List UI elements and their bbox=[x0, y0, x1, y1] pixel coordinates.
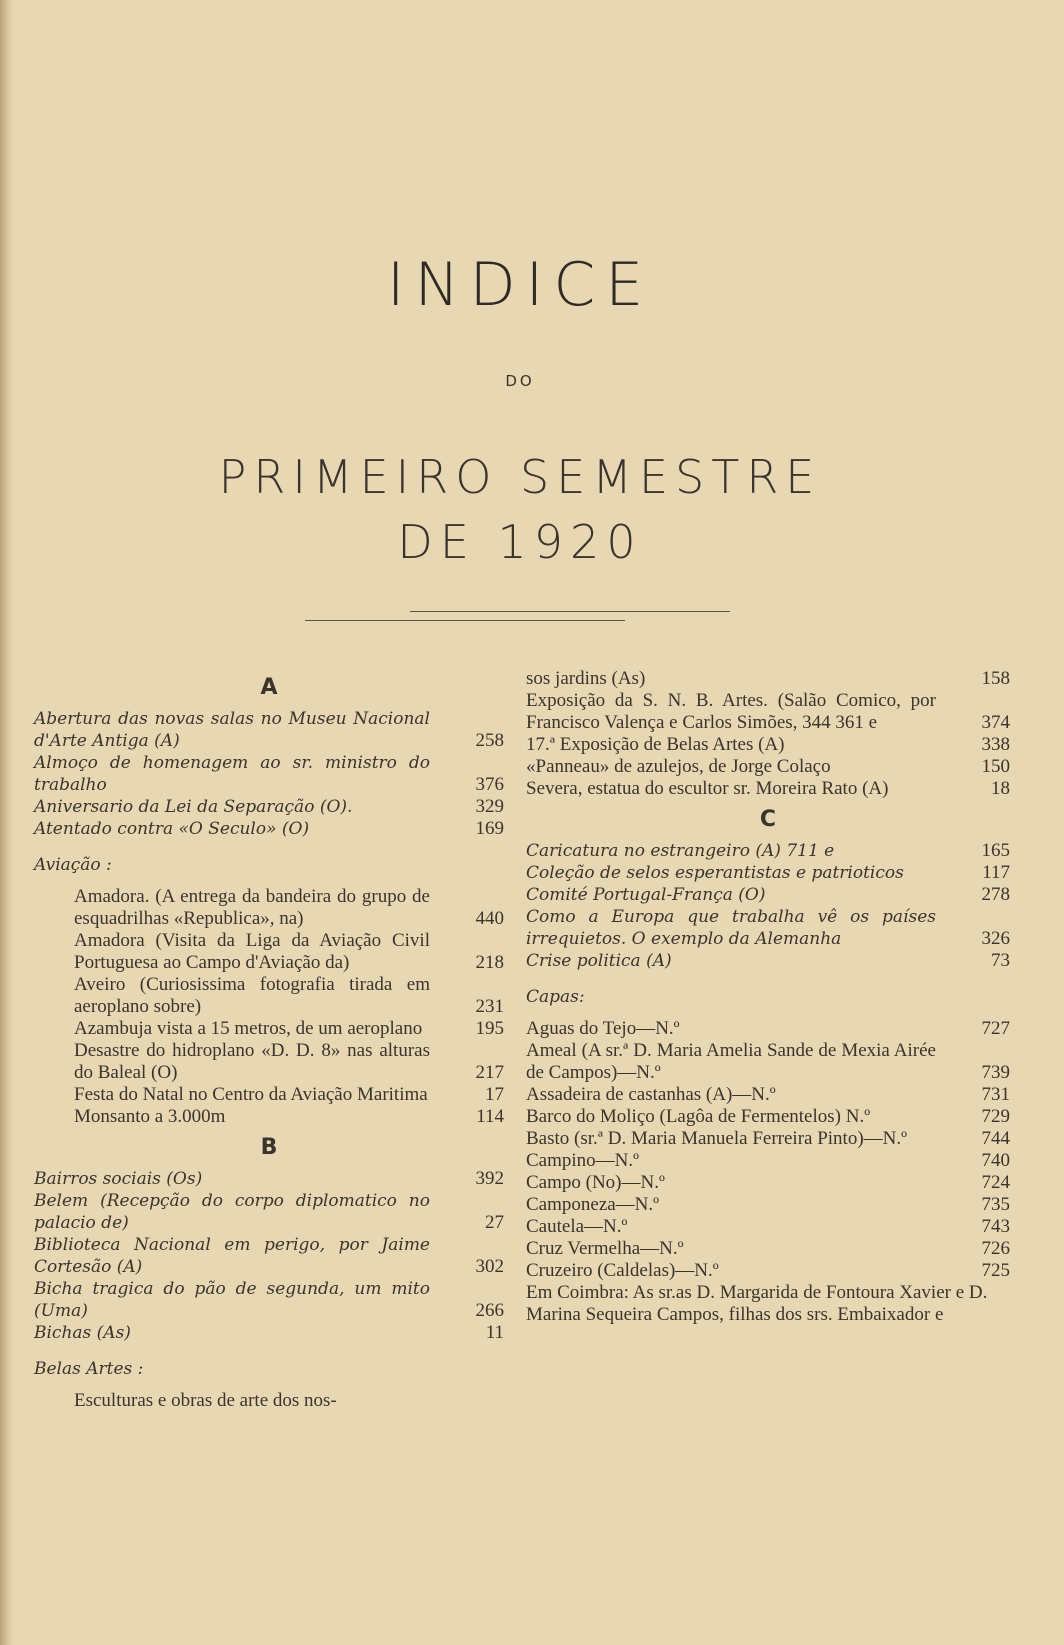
index-entry bbox=[34, 1234, 504, 1278]
section-letter-c: C bbox=[759, 807, 777, 832]
index-entry bbox=[34, 974, 504, 1018]
capas-entries bbox=[526, 1018, 1010, 1282]
index-entry bbox=[526, 1018, 1010, 1040]
entry-page-number: 158 bbox=[981, 668, 1010, 689]
entry-page-number: 326 bbox=[981, 928, 1010, 949]
index-entry bbox=[526, 950, 1010, 972]
index-entry bbox=[526, 756, 1010, 778]
entry-page-number: 169 bbox=[475, 818, 504, 839]
index-entry bbox=[526, 1172, 1010, 1194]
entry-page-number: 392 bbox=[475, 1168, 504, 1189]
capas-heading: Capas: bbox=[526, 987, 585, 1007]
entry-page-number: 376 bbox=[475, 774, 504, 795]
index-entry bbox=[526, 1084, 1010, 1106]
entry-page-number: 739 bbox=[981, 1062, 1010, 1083]
entry-title: Campo (No)—N.º bbox=[526, 1172, 665, 1193]
title-do: DO bbox=[505, 372, 535, 390]
entry-page-number: 725 bbox=[981, 1260, 1010, 1281]
entry-title: Festa do Natal no Centro da Aviação Maritima bbox=[74, 1084, 428, 1105]
index-entry bbox=[34, 1322, 504, 1344]
belas-artes-heading: Belas Artes : bbox=[34, 1359, 144, 1379]
right-column bbox=[526, 668, 1010, 1326]
aviacao-entries bbox=[34, 886, 504, 1128]
entry-page-number: 150 bbox=[981, 756, 1010, 777]
index-entry bbox=[526, 668, 1010, 690]
entry-page-number: 374 bbox=[981, 712, 1010, 733]
entry-title: Amadora. (A entrega da bandeira do grupo de esquadrilhas «Republica», na) bbox=[74, 886, 430, 929]
index-entry bbox=[34, 1278, 504, 1322]
section-letter-b: B bbox=[260, 1135, 278, 1160]
entry-page-number: 218 bbox=[475, 952, 504, 973]
entry-title: 17.ª Exposição de Belas Artes (A) bbox=[526, 734, 785, 755]
b-entries bbox=[34, 1168, 504, 1344]
index-entry bbox=[34, 1040, 504, 1084]
entry-page-number: 729 bbox=[981, 1106, 1010, 1127]
index-entry bbox=[34, 796, 504, 818]
entry-title: Aveiro (Curiosissima fotografia tirada em aeroplano sobre) bbox=[74, 974, 430, 1017]
title-rule-top bbox=[410, 611, 730, 612]
entry-title: Monsanto a 3.000m bbox=[74, 1106, 226, 1127]
entry-title: Abertura das novas salas no Museu Nacional d'Arte Antiga (A) bbox=[34, 709, 430, 751]
entry-title: Ameal (A sr.ª D. Maria Amelia Sande de Mexia Airée de Campos)—N.º bbox=[526, 1040, 936, 1083]
entry-page-number: 114 bbox=[476, 1106, 504, 1127]
index-entry bbox=[34, 930, 504, 974]
entry-page-number: 440 bbox=[475, 908, 504, 929]
index-entry bbox=[34, 708, 504, 752]
index-entry bbox=[34, 1168, 504, 1190]
entry-title: Bicha tragica do pão de segunda, um mito (Uma) bbox=[34, 1279, 430, 1321]
entry-title: Exposição da S. N. B. Artes. (Salão Comico, por Francisco Valença e Carlos Simões, 344 361 e bbox=[526, 690, 936, 733]
last-entry-line: Em Coimbra: As sr.as D. Margarida de Fontoura Xavier e D. Marina Sequeira Campos, filhas dos srs. Embaixador e bbox=[526, 1282, 988, 1325]
entry-page-number: 195 bbox=[475, 1018, 504, 1039]
entry-page-number: 743 bbox=[981, 1216, 1010, 1237]
entry-title: Biblioteca Nacional em perigo, por Jaime Cortesão (A) bbox=[34, 1235, 430, 1277]
index-entry bbox=[526, 1260, 1010, 1282]
entry-title: Aniversario da Lei da Separação (O). bbox=[34, 797, 353, 817]
entry-title: Assadeira de castanhas (A)—N.º bbox=[526, 1084, 776, 1105]
entry-page-number: 27 bbox=[485, 1212, 504, 1233]
entry-page-number: 744 bbox=[981, 1128, 1010, 1149]
entry-title: Bichas (As) bbox=[34, 1323, 131, 1343]
index-entry bbox=[34, 818, 504, 840]
entry-title: sos jardins (As) bbox=[526, 668, 646, 689]
entry-page-number: 266 bbox=[475, 1300, 504, 1321]
index-entry bbox=[34, 1084, 504, 1106]
index-entry bbox=[526, 734, 1010, 756]
left-column bbox=[34, 668, 504, 1412]
index-entry bbox=[34, 752, 504, 796]
entry-page-number: 338 bbox=[981, 734, 1010, 755]
entry-page-number: 258 bbox=[475, 730, 504, 751]
title-semester: PRIMEIRO SEMESTRE bbox=[218, 450, 822, 504]
entry-title: Desastre do hidroplano «D. D. 8» nas alturas do Baleal (O) bbox=[74, 1040, 430, 1083]
page-spine-shadow bbox=[0, 0, 14, 1645]
entry-title: Crise politica (A) bbox=[526, 951, 672, 971]
belas-artes-continued bbox=[526, 668, 1010, 800]
index-entry bbox=[526, 778, 1010, 800]
entry-page-number: 740 bbox=[981, 1150, 1010, 1171]
entry-title: «Panneau» de azulejos, de Jorge Colaço bbox=[526, 756, 831, 777]
entry-title: Camponeza—N.º bbox=[526, 1194, 660, 1215]
entry-title: Como a Europa que trabalha vê os países irrequietos. O exemplo da Alemanha bbox=[526, 907, 936, 949]
entry-title: Coleção de selos esperantistas e patrioticos bbox=[526, 863, 904, 883]
index-entry bbox=[526, 840, 1010, 862]
entry-title: Cruzeiro (Caldelas)—N.º bbox=[526, 1260, 719, 1281]
index-entry bbox=[34, 1018, 504, 1040]
index-entry bbox=[526, 1106, 1010, 1128]
entry-page-number: 735 bbox=[981, 1194, 1010, 1215]
index-entry bbox=[526, 1040, 1010, 1084]
entry-page-number: 726 bbox=[981, 1238, 1010, 1259]
entry-title: Caricatura no estrangeiro (A) 711 e bbox=[526, 841, 835, 861]
entry-page-number: 727 bbox=[981, 1018, 1010, 1039]
entry-page-number: 329 bbox=[475, 796, 504, 817]
entry-page-number: 165 bbox=[981, 840, 1010, 861]
entry-title: Bairros sociais (Os) bbox=[34, 1169, 203, 1189]
entry-page-number: 724 bbox=[981, 1172, 1010, 1193]
title-year: DE 1920 bbox=[397, 515, 643, 569]
entry-page-number: 302 bbox=[475, 1256, 504, 1277]
entry-title: Almoço de homenagem ao sr. ministro do trabalho bbox=[34, 753, 430, 795]
entry-title: Cruz Vermelha—N.º bbox=[526, 1238, 684, 1259]
entry-title: Aguas do Tejo—N.º bbox=[526, 1018, 680, 1039]
entry-title: Atentado contra «O Seculo» (O) bbox=[34, 819, 310, 839]
entry-page-number: 17 bbox=[485, 1084, 504, 1105]
index-title: INDICE bbox=[386, 250, 654, 320]
section-letter-a: A bbox=[260, 675, 278, 700]
index-entry bbox=[34, 1190, 504, 1234]
entry-page-number: 731 bbox=[981, 1084, 1010, 1105]
entry-title: Azambuja vista a 15 metros, de um aeroplano bbox=[74, 1018, 423, 1039]
a-entries bbox=[34, 708, 504, 840]
index-entry bbox=[526, 1238, 1010, 1260]
entry-title: Campino—N.º bbox=[526, 1150, 640, 1171]
title-rule-bottom bbox=[305, 620, 625, 621]
entry-page-number: 217 bbox=[475, 1062, 504, 1083]
index-entry bbox=[34, 886, 504, 930]
entry-title: Barco do Moliço (Lagôa de Fermentelos) N.º bbox=[526, 1106, 871, 1127]
index-entry bbox=[526, 906, 1010, 950]
c-entries bbox=[526, 840, 1010, 972]
entry-page-number: 117 bbox=[982, 862, 1010, 883]
entry-title: Basto (sr.ª D. Maria Manuela Ferreira Pinto)—N.º bbox=[526, 1128, 908, 1149]
index-entry bbox=[526, 862, 1010, 884]
index-entry bbox=[526, 1194, 1010, 1216]
belas-artes-line: Esculturas e obras de arte dos nos- bbox=[74, 1390, 337, 1411]
index-entry bbox=[34, 1106, 504, 1128]
entry-title: Belem (Recepção do corpo diplomatico no palacio de) bbox=[34, 1191, 430, 1233]
index-entry bbox=[526, 1128, 1010, 1150]
entry-title: Amadora (Visita da Liga da Aviação Civil Portuguesa ao Campo d'Aviação da) bbox=[74, 930, 430, 973]
entry-title: Cautela—N.º bbox=[526, 1216, 628, 1237]
entry-page-number: 18 bbox=[991, 778, 1010, 799]
aviacao-heading: Aviação : bbox=[34, 855, 112, 875]
entry-title: Severa, estatua do escultor sr. Moreira Rato (A) bbox=[526, 778, 889, 799]
index-entry bbox=[526, 1216, 1010, 1238]
entry-page-number: 73 bbox=[991, 950, 1010, 971]
index-entry bbox=[526, 1150, 1010, 1172]
entry-page-number: 231 bbox=[475, 996, 504, 1017]
index-entry bbox=[526, 884, 1010, 906]
entry-title: Comité Portugal-França (O) bbox=[526, 885, 766, 905]
entry-page-number: 278 bbox=[981, 884, 1010, 905]
entry-page-number: 11 bbox=[485, 1322, 504, 1343]
index-entry bbox=[526, 690, 1010, 734]
